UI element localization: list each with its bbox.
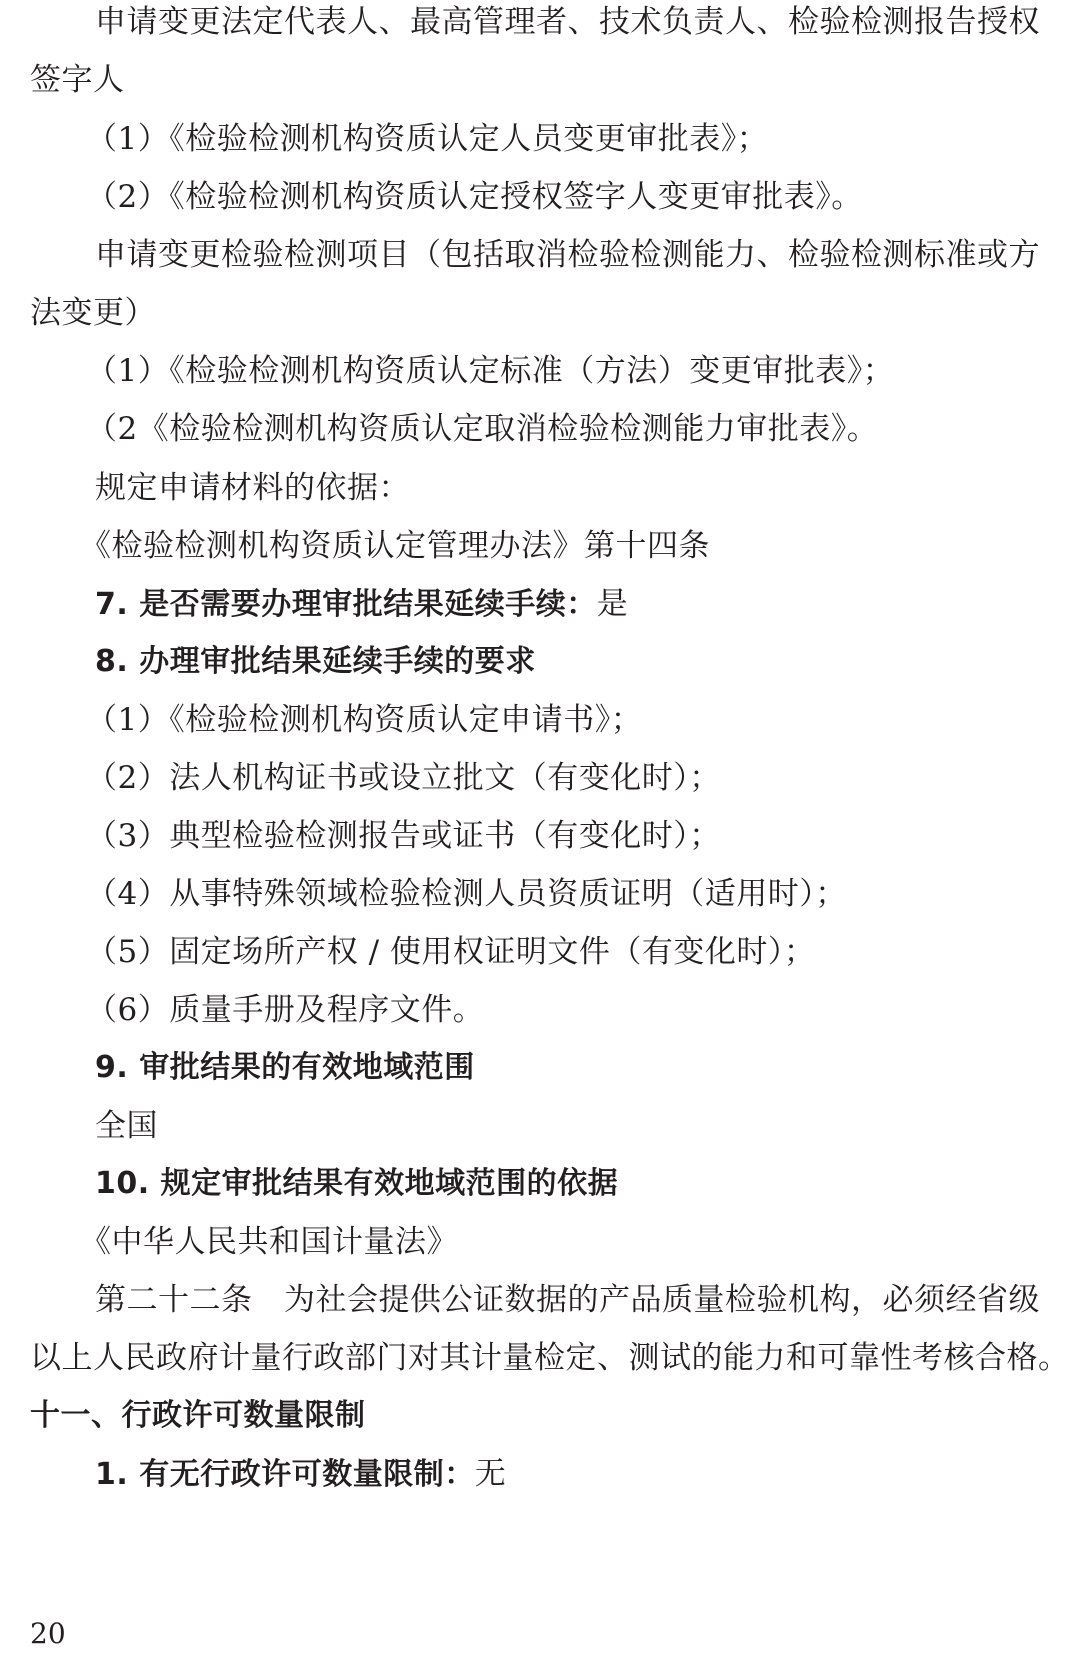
question-renewal-label: 7. 是否需要办理审批结果延续手续： [95,587,597,622]
question-renewal-answer: 是 [596,586,629,622]
question-quantity-limit-answer: 无 [474,1456,507,1492]
list-item: （2）《检验检测机构资质认定授权签字人变更审批表》。 [86,179,863,215]
list-item: （5）固定场所产权 / 使用权证明文件（有变化时）； [86,934,816,970]
list-item: （2《检验检测机构资质认定取消检验检测能力审批表》。 [86,411,879,447]
paragraph-change-items-cont: 法变更） [30,295,156,331]
paragraph-change-representative-cont: 签字人 [30,62,125,98]
law-title: 《中华人民共和国计量法》 [80,1224,458,1260]
scope-value: 全国 [95,1108,158,1144]
paragraph-change-representative: 申请变更法定代表人、最高管理者、技术负责人、检验检测报告授权 [95,4,1040,40]
list-item: （3）典型检验检测报告或证书（有变化时）； [86,818,721,854]
question-renewal [95,584,628,625]
list-item: （6）质量手册及程序文件。 [86,992,485,1028]
paragraph-change-items: 申请变更检验检测项目（包括取消检验检测能力、检验检测标准或方 [95,237,1040,273]
question-quantity-limit-label: 1. 有无行政许可数量限制： [95,1457,475,1492]
list-item: （1）《检验检测机构资质认定申请书》； [86,702,643,738]
article-text-cont: 以上人民政府计量行政部门对其计量检定、测试的能力和可靠性考核合格。 [30,1340,1070,1376]
question-quantity-limit [95,1454,506,1495]
section-heading-scope-basis: 10. 规定审批结果有效地域范围的依据 [95,1166,619,1201]
article-text: 第二十二条 为社会提供公证数据的产品质量检验机构，必须经省级 [95,1282,1040,1318]
basis-label: 规定申请材料的依据： [95,470,410,506]
list-item: （2）法人机构证书或设立批文（有变化时）； [86,760,721,796]
list-item: （4）从事特殊领域检验检测人员资质证明（适用时）； [86,876,847,912]
list-item: （1）《检验检测机构资质认定人员变更审批表》； [86,121,769,157]
chapter-heading-quantity-limit: 十一、行政许可数量限制 [30,1398,366,1433]
section-heading-renewal-requirements: 8. 办理审批结果延续手续的要求 [95,644,536,679]
section-heading-scope: 9. 审批结果的有效地域范围 [95,1050,475,1085]
list-item: （1）《检验检测机构资质认定标准（方法）变更审批表》； [86,353,895,389]
page-number: 20 [30,1617,66,1650]
basis-reference: 《检验检测机构资质认定管理办法》第十四条 [80,528,710,564]
